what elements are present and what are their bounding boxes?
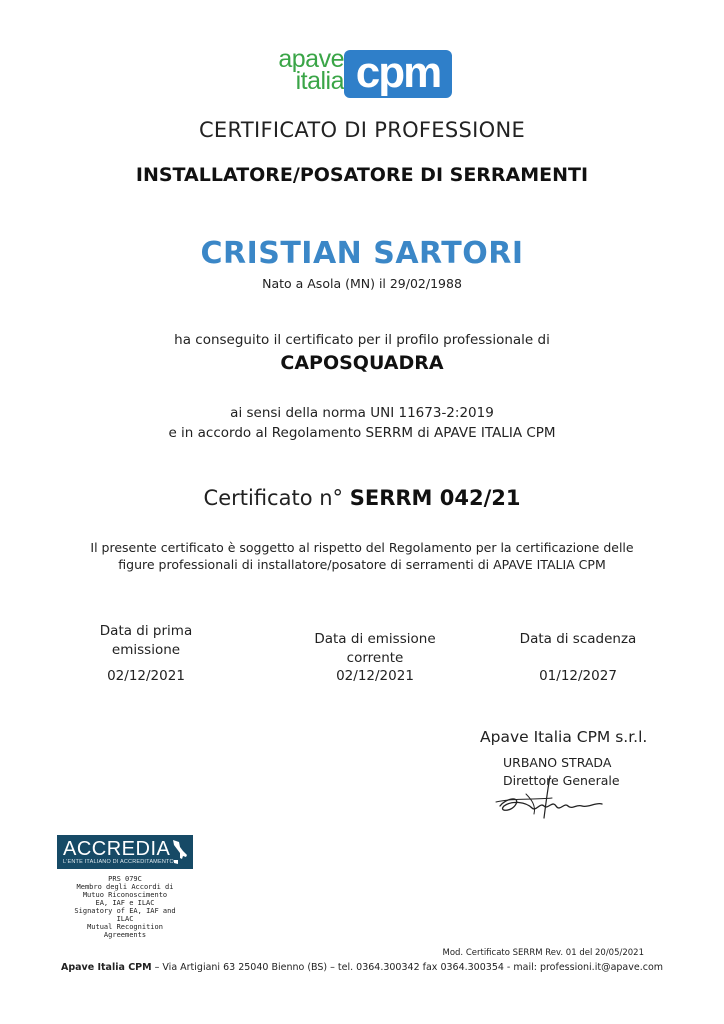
certificate-number-value: SERRM 042/21 (349, 486, 521, 510)
logo-apave-word: apave (278, 45, 344, 73)
obtained-text: ha conseguito il certificato per il profilo professionale di (174, 332, 550, 348)
footer-address: – Via Artigiani 63 25040 Bienno (BS) – tel. 0364.300342 fax 0364.300354 - mail: professioni.it@apave.com (151, 962, 664, 973)
first-issue-label: Data di prima emissione (99, 623, 193, 658)
profession-title: INSTALLATORE/POSATORE DI SERRAMENTI (135, 164, 589, 186)
certificate-number (0, 486, 724, 510)
accreditation-info: PRS 079C Membro degli Accordi di Mutuo Riconoscimento EA, IAF e ILAC Signatory of EA, IAF and ILAC Mutual Recognition Agreements (74, 875, 176, 939)
certificate-number-label: Certificato n° (203, 486, 344, 510)
expiry-date: 01/12/2027 (539, 668, 617, 684)
birth-info: Nato a Asola (MN) il 29/02/1988 (262, 276, 462, 291)
current-issue-label: Data di emissione corrente (314, 631, 436, 666)
notice-line-1: Il presente certificato è soggetto al rispetto del Regolamento per la certificazione delle (90, 540, 634, 555)
notice-line-2: figure professionali di installatore/posatore di serramenti di APAVE ITALIA CPM (118, 557, 606, 572)
holder-name: CRISTIAN SARTORI (200, 236, 524, 271)
signature (492, 772, 610, 822)
professional-role: CAPOSQUADRA (280, 352, 444, 374)
signer-name: URBANO STRADA (503, 755, 612, 770)
accredia-logo (57, 835, 193, 869)
accredia-word: ACCREDIA (63, 838, 171, 860)
italy-map-icon (170, 839, 188, 865)
norm-reference: ai sensi della norma UNI 11673-2:2019 (230, 405, 494, 421)
footer-contacts (0, 962, 724, 973)
issuer-company: Apave Italia CPM s.r.l. (480, 728, 648, 746)
logo-italia-word: italia (295, 67, 344, 95)
certificate-title: CERTIFICATO DI PROFESSIONE (198, 118, 526, 142)
regulation-reference: e in accordo al Regolamento SERRM di APAVE ITALIA CPM (168, 425, 556, 441)
logo-cpm-box: cpm (344, 50, 452, 98)
first-issue-date: 02/12/2021 (107, 668, 185, 684)
apave-italia-cpm-logo (248, 45, 452, 100)
footer-company: Apave Italia CPM (60, 962, 152, 973)
signer-role: Direttore Generale (503, 773, 620, 788)
model-reference: Mod. Certificato SERRM Rev. 01 del 20/05/2021 (442, 948, 644, 958)
accredia-subtitle: L'ENTE ITALIANO DI ACCREDITAMENTO (63, 859, 174, 865)
current-issue-date: 02/12/2021 (336, 668, 414, 684)
expiry-label: Data di scadenza (519, 631, 637, 647)
